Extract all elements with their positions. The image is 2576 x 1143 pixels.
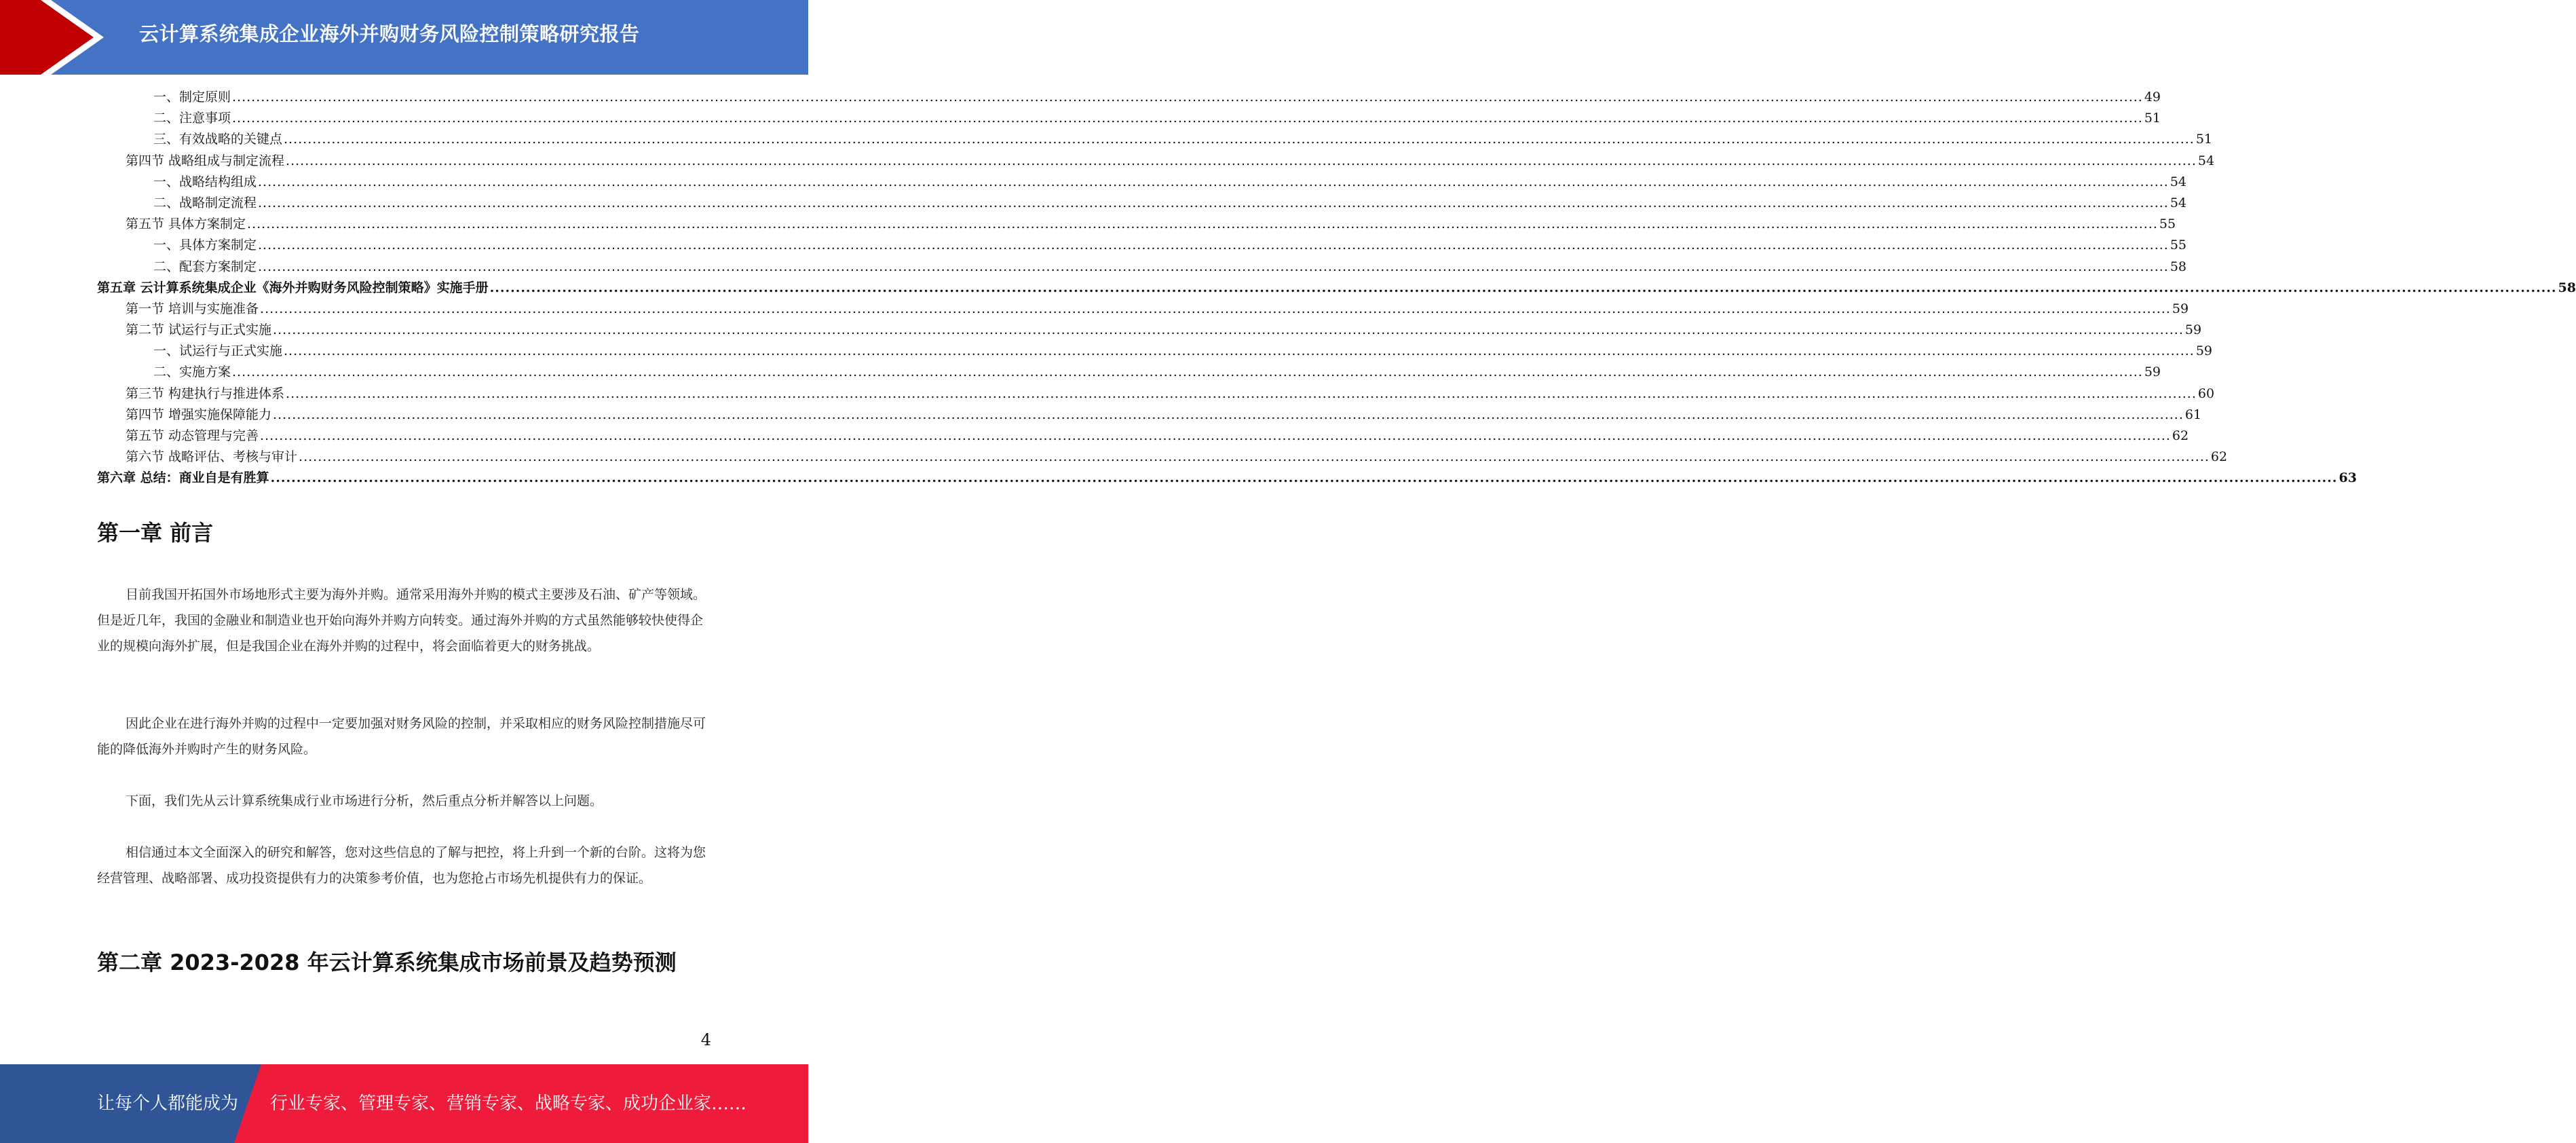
toc-entry[interactable]: [97, 299, 2189, 320]
toc-entry-title: 第五章 云计算系统集成企业《海外并购财务风险控制策略》实施手册: [97, 280, 489, 295]
toc-entry[interactable]: [97, 447, 2228, 468]
paragraph: 因此企业在进行海外并购的过程中一定要加强对财务风险的控制，并采取相应的财务风险控制措施尽可能的降低海外并购时产生的财务风险。: [97, 716, 706, 757]
toc-entry-title: 二、实施方案: [153, 364, 231, 380]
toc-entry[interactable]: [97, 468, 2357, 489]
toc-page-number: 51: [2144, 111, 2161, 126]
toc-page-number: 59: [2184, 322, 2202, 338]
toc-dot-leader: ................................................................................................................................................................................................................................................................................................................................................................................................................: [489, 280, 2557, 295]
toc-page-number: 62: [2210, 449, 2228, 465]
toc-page-number: 59: [2144, 364, 2161, 380]
table-of-contents: [97, 87, 2576, 489]
toc-entry-title: 第四节 战略组成与制定流程: [126, 153, 285, 168]
toc-entry[interactable]: [97, 151, 2215, 172]
report-title: 云计算系统集成企业海外并购财务风险控制策略研究报告: [139, 22, 640, 45]
toc-entry[interactable]: [97, 257, 2187, 278]
toc-entry[interactable]: [97, 426, 2189, 447]
toc-entry-title: 第一节 培训与实施准备: [126, 301, 259, 316]
toc-dot-leader: ................................................................................................................................................................................................................................................................................................................................................................................................................: [258, 174, 2169, 189]
toc-page-number: 54: [2170, 174, 2187, 189]
footer-banner: [0, 1064, 808, 1143]
toc-dot-leader: ................................................................................................................................................................................................................................................................................................................................................................................................................: [232, 111, 2143, 126]
toc-dot-leader: ................................................................................................................................................................................................................................................................................................................................................................................................................: [247, 217, 2158, 232]
toc-dot-leader: ................................................................................................................................................................................................................................................................................................................................................................................................................: [270, 470, 2338, 486]
toc-page-number: 58: [2558, 280, 2576, 295]
toc-page-number: 54: [2197, 153, 2215, 168]
toc-entry-title: 二、注意事项: [153, 111, 231, 126]
toc-entry-title: 第六节 战略评估、考核与审计: [126, 449, 298, 465]
toc-entry-title: 第六章 总结：商业自是有胜算: [97, 470, 269, 486]
toc-dot-leader: ................................................................................................................................................................................................................................................................................................................................................................................................................: [273, 322, 2184, 338]
toc-entry-title: 一、战略结构组成: [153, 174, 257, 189]
toc-entry-title: 第五节 具体方案制定: [126, 217, 246, 232]
toc-entry[interactable]: [97, 341, 2213, 362]
toc-dot-leader: ................................................................................................................................................................................................................................................................................................................................................................................................................: [232, 364, 2143, 380]
toc-page-number: 59: [2172, 301, 2189, 316]
toc-entry[interactable]: [97, 108, 2161, 129]
header-banner: [0, 0, 808, 75]
toc-entry-title: 一、试运行与正式实施: [153, 343, 283, 359]
toc-page-number: 58: [2170, 259, 2187, 274]
toc-entry[interactable]: [97, 405, 2202, 426]
toc-dot-leader: ................................................................................................................................................................................................................................................................................................................................................................................................................: [258, 238, 2169, 253]
toc-page-number: 51: [2195, 132, 2213, 147]
toc-entry-title: 二、配套方案制定: [153, 259, 257, 274]
footer-slogan-right: 行业专家、管理专家、营销专家、战略专家、成功企业家……: [270, 1093, 747, 1114]
chapter-heading: 第二章 2023-2028 年云计算系统集成市场前景及趋势预测: [97, 950, 677, 975]
paragraph: 目前我国开拓国外市场地形式主要为海外并购。通常采用海外并购的模式主要涉及石油、矿产等领域。但是近几年，我国的金融业和制造业也开始向海外并购方向转变。通过海外并购的方式虽然能够较快使得企业的规模向海外扩展，但是我国企业在海外并购的过程中，将会面临着更大的财务挑战。: [97, 587, 706, 654]
chapter-heading: 第一章 前言: [97, 520, 214, 546]
toc-dot-leader: ................................................................................................................................................................................................................................................................................................................................................................................................................: [260, 428, 2171, 443]
toc-page-number: 63: [2338, 470, 2357, 486]
toc-entry[interactable]: [97, 320, 2202, 341]
toc-page-number: 55: [2170, 238, 2187, 253]
toc-entry-title: 第二节 试运行与正式实施: [126, 322, 272, 338]
toc-entry-title: 第四节 增强实施保障能力: [126, 407, 272, 422]
toc-page-number: 55: [2159, 217, 2176, 232]
toc-entry-title: 第五节 动态管理与完善: [126, 428, 259, 443]
toc-page-number: 62: [2172, 428, 2189, 443]
toc-dot-leader: ................................................................................................................................................................................................................................................................................................................................................................................................................: [299, 449, 2210, 465]
toc-page-number: 60: [2197, 386, 2215, 401]
paragraph: 相信通过本文全面深入的研究和解答，您对这些信息的了解与把控，将上升到一个新的台阶。这将为您经营管理、战略部署、成功投资提供有力的决策参考价值，也为您抢占市场先机提供有力的保证。: [97, 845, 706, 886]
toc-entry-title: 一、具体方案制定: [153, 238, 257, 253]
toc-entry-title: 一、制定原则: [153, 90, 231, 105]
toc-dot-leader: ................................................................................................................................................................................................................................................................................................................................................................................................................: [260, 301, 2171, 316]
toc-page-number: 49: [2144, 90, 2161, 105]
page-number: 4: [700, 1030, 711, 1049]
toc-entry[interactable]: [97, 362, 2161, 383]
toc-entry[interactable]: [97, 278, 2576, 299]
toc-entry[interactable]: [97, 129, 2213, 150]
toc-dot-leader: ................................................................................................................................................................................................................................................................................................................................................................................................................: [232, 90, 2143, 105]
toc-entry-title: 二、战略制定流程: [153, 195, 257, 210]
toc-dot-leader: ................................................................................................................................................................................................................................................................................................................................................................................................................: [284, 132, 2195, 147]
toc-entry-title: 三、有效战略的关键点: [153, 132, 283, 147]
toc-entry[interactable]: [97, 172, 2187, 193]
toc-dot-leader: ................................................................................................................................................................................................................................................................................................................................................................................................................: [284, 343, 2195, 359]
toc-entry[interactable]: [97, 87, 2161, 108]
toc-dot-leader: ................................................................................................................................................................................................................................................................................................................................................................................................................: [273, 407, 2184, 422]
toc-page-number: 54: [2170, 195, 2187, 210]
toc-entry[interactable]: [97, 383, 2215, 405]
toc-dot-leader: ................................................................................................................................................................................................................................................................................................................................................................................................................: [258, 259, 2169, 274]
toc-page-number: 61: [2184, 407, 2202, 422]
toc-dot-leader: ................................................................................................................................................................................................................................................................................................................................................................................................................: [286, 386, 2197, 401]
toc-entry[interactable]: [97, 193, 2187, 214]
toc-dot-leader: ................................................................................................................................................................................................................................................................................................................................................................................................................: [258, 195, 2169, 210]
paragraph: 下面，我们先从云计算系统集成行业市场进行分析，然后重点分析并解答以上问题。: [126, 793, 603, 808]
footer-slogan-left: 让每个人都能成为: [97, 1093, 239, 1114]
toc-entry[interactable]: [97, 214, 2176, 235]
toc-dot-leader: ................................................................................................................................................................................................................................................................................................................................................................................................................: [286, 153, 2197, 168]
toc-entry-title: 第三节 构建执行与推进体系: [126, 386, 285, 401]
toc-page-number: 59: [2195, 343, 2213, 359]
toc-entry[interactable]: [97, 235, 2187, 256]
